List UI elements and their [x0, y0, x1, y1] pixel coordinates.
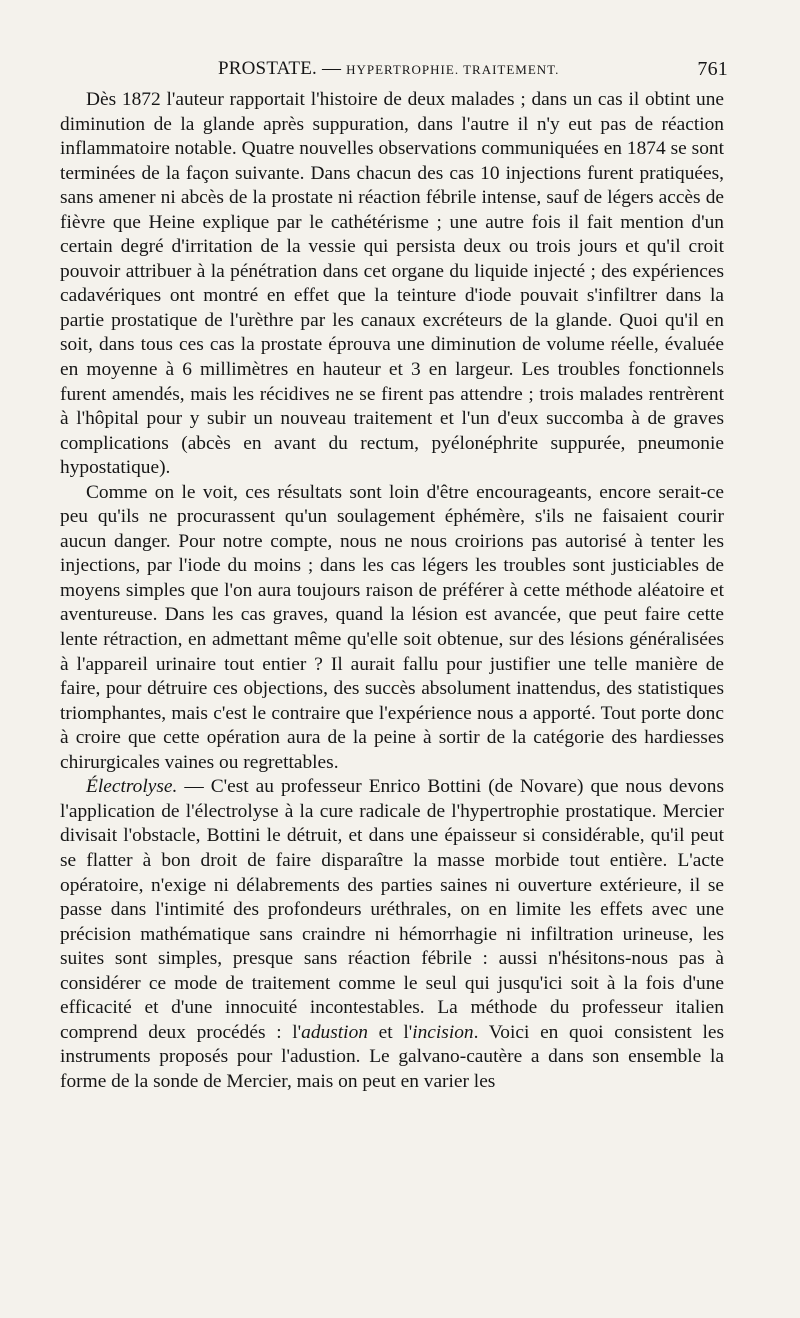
section-heading-electrolyse: Électrolyse.: [86, 776, 178, 798]
paragraph-2: Comme on le voit, ces résultats sont loin d'être encourageants, encore serait-ce peu qu'ils ne procurassent qu'un soulagement éphémère, s'ils ne faisaient courir aucun danger. Pour notre compte, nous ne nous croirions pas autorisé à tenter les injections, par l'iode du moins ; dans les cas légers les troubles sont justiciables de moyens simples que l'on aura toujours raison de préférer à cette méthode aléatoire et aventureuse. Dans les cas graves, quand la lésion est avancée, que peut faire cette lente rétraction, en admettant même qu'elle soit obtenue, sur des lésions généralisées à l'appareil urinaire tout entier ? Il aurait fallu pour justifier une telle manière de faire, pour détruire ces objections, des succès absolument inattendus, des statistiques triomphantes, mais c'est le contraire que l'expérience nous a apporté. Tout porte donc à croire que cette opération aura de la peine à sortir de la catégorie des hardiesses chirurgicales vaines ou regrettables.: [60, 481, 724, 773]
running-title-subtitle: HYPERTROPHIE. TRAITEMENT.: [346, 62, 560, 77]
paragraph-3: [60, 775, 724, 1094]
body-text: [60, 88, 724, 1094]
page-number: 761: [697, 58, 728, 80]
running-title: [218, 58, 559, 80]
paragraph-3-text-c: . Voici en quoi consistent les instruments proposés pour l'adustion. Le galvano-cautère a dans son ensemble la forme de la sonde de Mercier, mais on peut en varier les: [60, 1021, 724, 1092]
running-head: [60, 58, 728, 88]
paragraph-1: Dès 1872 l'auteur rapportait l'histoire de deux malades ; dans un cas il obtint une diminution de la glande après suppuration, dans l'autre il n'y eut pas de réaction inflammatoire notable. Quatre nouvelles observations communiquées en 1874 se sont terminées de la façon suivante. Dans chacun des cas 10 injections furent pratiquées, sans amener ni abcès de la prostate ni réaction fébrile intense, sauf de légers accès de fièvre que Heine explique par le cathétérisme ; une autre fois il fait mention d'un certain degré d'irritation de la vessie qui persista deux ou trois jours et qu'il croit pouvoir attribuer à la pénétration dans cet organe du liquide injecté ; des expériences cadavériques ont montré en effet que la teinture d'iode pouvait s'infiltrer dans la partie prostatique de l'urèthre par les canaux excréteurs de la glande. Quoi qu'il en soit, dans tous ces cas la prostate éprouva une diminution de volume réelle, évaluée en moyenne à 6 millimètres en hauteur et 3 en largeur. Les troubles fonctionnels furent amendés, mais les récidives ne se firent pas attendre ; trois malades rentrèrent à l'hôpital pour y subir un nouveau traitement et l'un d'eux succomba à de graves complications (abcès en avant du rectum, pyélonéphrite suppurée, pneumonie hypostatique).: [60, 89, 724, 479]
running-title-main: PROSTATE. —: [218, 58, 342, 79]
paragraph-3-text-b: et l': [367, 1021, 413, 1043]
paragraph-3-text-a: — C'est au professeur Enrico Bottini (de Novare) que nous devons l'application de l'électrolyse à la cure radicale de l'hypertrophie prostatique. Mercier divisait l'obstacle, Bottini le détruit, et dans une épaisseur si considérable, qu'il peut se flatter à bon droit de faire disparaître la masse morbide tout entière. L'acte opératoire, n'exige ni délabrements des parties saines ni ouverture extérieure, il se passe dans l'intimité des profondeurs uréthrales, on en limite les effets avec une précision mathématique sans craindre ni hémorrhagie ni infiltration urineuse, les suites sont simples, presque sans réaction fébrile : aussi n'hésitons-nous pas à considérer ce mode de traitement comme le seul qui jusqu'ici soit à la fois d'une efficacité et d'une innocuité incontestables. La méthode du professeur italien comprend deux procédés : l': [60, 776, 724, 1043]
term-adustion: adustion: [301, 1021, 368, 1043]
term-incision: incision: [412, 1021, 474, 1043]
